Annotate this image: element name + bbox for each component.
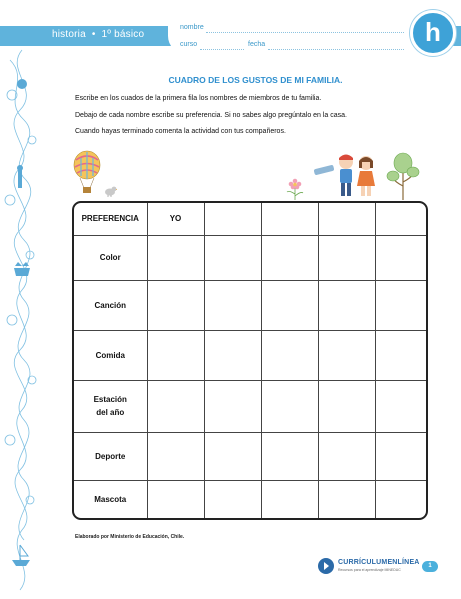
- table-row: [74, 330, 428, 380]
- hot-air-balloon-icon: [72, 150, 102, 196]
- row-label-cancion: Canción: [74, 280, 147, 330]
- worksheet-title: CUADRO DE LOS GUSTOS DE MI FAMILIA.: [168, 75, 343, 85]
- table-row: [74, 480, 428, 518]
- answer-cell[interactable]: [204, 235, 261, 280]
- curriculum-logo-icon: [318, 558, 334, 574]
- row-label-color: Color: [74, 235, 147, 280]
- header-cell-preferencia: PREFERENCIA: [74, 203, 147, 235]
- answer-cell[interactable]: [147, 280, 204, 330]
- answer-cell[interactable]: [261, 432, 318, 480]
- answer-cell[interactable]: [204, 330, 261, 380]
- answer-cell[interactable]: [375, 380, 428, 432]
- answer-cell[interactable]: [318, 380, 375, 432]
- answer-cell[interactable]: [204, 432, 261, 480]
- flower-icon: [283, 176, 307, 200]
- header-cell-family-member[interactable]: [318, 203, 375, 235]
- answer-cell[interactable]: [261, 235, 318, 280]
- answer-cell[interactable]: [261, 480, 318, 518]
- header-cell-family-member[interactable]: [204, 203, 261, 235]
- bird-icon: [103, 185, 117, 197]
- answer-cell[interactable]: [147, 330, 204, 380]
- brand-name: CURRÍCULUMENLÍNEA: [338, 559, 420, 566]
- date-field[interactable]: [268, 49, 404, 50]
- answer-cell[interactable]: [147, 432, 204, 480]
- instruction-line-1: Escribe en los cuados de la primera fila los nombres de miembros de tu familia.: [75, 95, 322, 102]
- answer-cell[interactable]: [204, 480, 261, 518]
- answer-cell[interactable]: [318, 235, 375, 280]
- row-label-mascota: Mascota: [74, 480, 147, 518]
- answer-cell[interactable]: [147, 235, 204, 280]
- answer-cell[interactable]: [204, 280, 261, 330]
- row-label-estacion-del-ano: [74, 380, 147, 432]
- answer-cell[interactable]: [261, 280, 318, 330]
- answer-cell[interactable]: [261, 330, 318, 380]
- instruction-line-2: Debajo de cada nombre escribe su preferencia. Si no sabes algo pregúntalo en la casa.: [75, 112, 348, 119]
- preferences-table: [72, 201, 428, 520]
- date-label: fecha: [248, 41, 266, 48]
- table-row: [74, 380, 428, 432]
- course-field[interactable]: [200, 49, 244, 50]
- answer-cell[interactable]: [147, 480, 204, 518]
- answer-cell[interactable]: [318, 330, 375, 380]
- answer-cell[interactable]: [318, 432, 375, 480]
- name-label: nombre: [180, 24, 204, 31]
- header-subject: [52, 29, 144, 40]
- header-cell-family-member[interactable]: [261, 203, 318, 235]
- curriculum-en-linea-brand[interactable]: [318, 558, 418, 576]
- answer-cell[interactable]: [375, 280, 428, 330]
- grade-label: 1º básico: [101, 29, 145, 40]
- instruction-line-3: Cuando hayas terminado comenta la actividad con tus compañeros.: [75, 128, 286, 135]
- historia-logo-icon: h: [410, 10, 456, 56]
- answer-cell[interactable]: [261, 380, 318, 432]
- header-cell-yo: YO: [147, 203, 204, 235]
- tree-icon: [385, 152, 421, 200]
- table-header-row: [74, 203, 428, 235]
- answer-cell[interactable]: [375, 480, 428, 518]
- table-row: [74, 432, 428, 480]
- answer-cell[interactable]: [204, 380, 261, 432]
- children-telescope-illustration: [312, 150, 382, 200]
- answer-cell[interactable]: [375, 235, 428, 280]
- answer-cell[interactable]: [375, 432, 428, 480]
- header-cell-family-member[interactable]: [375, 203, 428, 235]
- answer-cell[interactable]: [147, 380, 204, 432]
- header-fields-panel: [168, 14, 418, 54]
- subject-label: historia: [52, 29, 86, 40]
- row-label-comida: Comida: [74, 330, 147, 380]
- course-label: curso: [180, 41, 198, 48]
- table-row: [74, 235, 428, 280]
- brand-tagline: Recursos para el aprendizaje MINEDUC: [338, 568, 401, 572]
- decorative-swirl-border: [0, 0, 44, 599]
- answer-cell[interactable]: [318, 480, 375, 518]
- subject-separator: •: [91, 29, 96, 40]
- row-label-line: del año: [96, 408, 125, 417]
- answer-cell[interactable]: [375, 330, 428, 380]
- row-label-deporte: Deporte: [74, 432, 147, 480]
- name-field[interactable]: [206, 32, 404, 33]
- credit-line: Elaborado por Ministerio de Educación, Chile.: [75, 534, 185, 540]
- row-label-line: Estación: [93, 395, 127, 404]
- table-row: [74, 280, 428, 330]
- answer-cell[interactable]: [318, 280, 375, 330]
- page-number-badge: 1: [422, 561, 438, 572]
